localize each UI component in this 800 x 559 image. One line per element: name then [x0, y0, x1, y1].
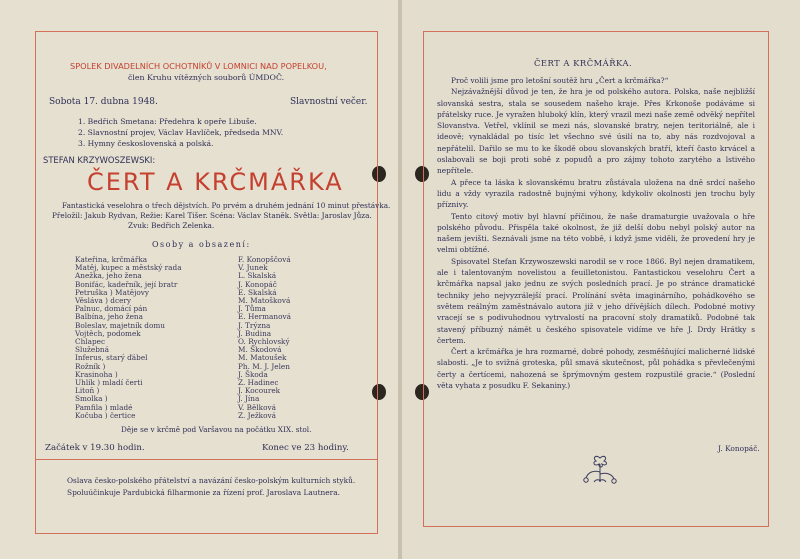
cast-actor: J. Tůma — [238, 304, 266, 314]
cast-actor: M. Škodová — [238, 345, 282, 355]
cast-actor: V. Bělková — [238, 402, 276, 412]
start-time: Začátek v 19.30 hodin. — [45, 443, 145, 453]
cast-role: Balbína, jeho žena — [75, 312, 143, 322]
footer-divider — [36, 459, 377, 460]
cast-role: Bonifác, kadeřník, její bratr — [75, 279, 178, 289]
member-line: člen Kruhu vítězných souborů ÚMDOČ. — [128, 73, 285, 82]
cast-actor: Ph. M. J. Jelen — [238, 361, 290, 371]
description-line: Zvuk: Bedřich Zelenka. — [128, 221, 215, 230]
article-paragraph: Nejzávažnější důvod je ten, že hra je od polského autora. Polska, naše nejbližší slovanská sestra, stala se sousedem našeho kraje. Přes Krkonoše podáváme si přátelsky ruce. Je vyražen hluboký klín, který vrazil mezi naše země odvěký nepřítel Slovanstva. Vetřel, vklínil se mezi nás, slovanské bratry, nejen teritoriálně, ale i ideově; vynakládal po tisíc let všechno své úsilí na to, aby nás rozdvojoval a nepřátelil. Dařilo se mu to ke škodě obou slovanských bratří, kteří často krvácel a oslabovali se boji proti sobě z popudů a pro zájmy tohoto zarytého a lstivého nepřítele. — [437, 87, 755, 176]
cast-actor: M. Matošková — [238, 296, 291, 305]
cast-role: Pamfila ) mladé — [75, 402, 133, 412]
cast-actor: J. Trýzna — [238, 320, 271, 330]
program-item: 2. Slavnostní projev, Václav Havlíček, předseda MNV. — [78, 128, 284, 137]
article-paragraph: Spisovatel Stefan Krzywoszewski narodil se v roce 1866. Byl nejen dramatikem, ale i talentovaným novelistou a feuilletonistou. Fantastickou veselohru Čert a krčmářka napsal jako jednu ze svých posledních prací. Je po stránce dramatické techniky jeho nejvyzrálejší prací. Prolínání světa imaginárního, pohádkového se světem reálným zaměstnávalo autora již v jeho dřívějších dílech. Podobné motivy vracejí se s podivuhodnou vytrvalostí na pracovní stoly dramatiků. Podobné tak stavený příbuzný námět u českého spisovatele vidíme ve hře J. Drdy Hrátky s čertem. — [437, 256, 755, 345]
cast-actor: E. Skalská — [238, 287, 277, 297]
article-paragraph: Tento citový motiv byl hlavní příčinou, že naše dramaturgie uvažovala o hře polského původu. Přispěla také okolnost, že již delší dobu nebyl polský autor na našem jevišti. Seznávali jsme na této vobbě, i když jsme viděli, že provedení hry je velmi obtížné. — [437, 211, 755, 255]
cast-actor: L. Skalská — [238, 271, 277, 281]
cast-actor: J. Škoda — [238, 369, 268, 379]
cast-role: Boleslav, majetník domu — [75, 320, 165, 330]
setting-line: Děje se v krčmě pod Varšavou na počátku XIX. stol. — [121, 425, 312, 434]
cast-role: Uhlík ) mladí čerti — [75, 378, 143, 387]
article-paragraph: Proč volili jsme pro letošní soutěž hru „Čert a krčmářka?“ — [451, 76, 669, 85]
end-time: Konec ve 23 hodiny. — [262, 443, 349, 453]
cast-actor: V. Junek — [238, 263, 268, 273]
cast-role: Matěj, kupec a městský rada — [75, 263, 182, 273]
article-paragraph: Čert a krčmářka je hra rozmarné, dobré pohody, zesměšňující malicherné lidské slabosti. „Je to svižná groteska, půl smavá skutečnost, půl pohádka s převlečenými čerty a čertícemi, nahozená se šprýmovným gestem rozpustilé gracie.“ (Poslední věta vyhata z posudku F. Sekaniny.) — [437, 347, 755, 391]
cast-role: Smolka ) — [75, 394, 108, 404]
cast-actor: F. Konopščová — [238, 255, 291, 264]
signature: J. Konopáč. — [718, 444, 760, 453]
cast-role: Chlapec — [75, 337, 106, 346]
date: Sobota 17. dubna 1948. — [49, 97, 158, 107]
cast-role: Rožník ) — [75, 361, 106, 371]
society-name: SPOLEK DIVADELNÍCH OCHOTNÍKŮ V LOMNICI NAD POPELKOU, — [70, 61, 327, 71]
cast-role: Věsláva ) dcery — [75, 296, 131, 305]
footer-line: Spoluúčinkuje Pardubická filharmonie za řízení prof. Jaroslava Lautnera. — [67, 488, 340, 497]
program-item: 3. Hymny československá a polská. — [78, 139, 214, 148]
cast-role: Služebná — [75, 345, 109, 355]
cast-heading: Osoby a obsazení: — [152, 240, 251, 249]
cast-role: Vojtěch, podomek — [75, 328, 141, 338]
cast-role: Anežka, jeho žena — [75, 271, 142, 281]
cast-role: Petruška ) Matějovy — [75, 287, 149, 297]
cast-role: Kočuba ) čertice — [75, 410, 136, 420]
cast-role: Krasinoha ) — [75, 369, 118, 379]
cast-role: Litoň ) — [75, 386, 100, 396]
article-body — [437, 75, 755, 391]
description-line: Fantastická veselohra o třech dějstvích. Po prvém a druhém jednání 10 minut přestávka. — [62, 201, 391, 210]
play-title: ČERT A KRČMÁŘKA — [87, 168, 344, 196]
cast-actor: J. Budina — [238, 328, 272, 338]
cast-actor: M. Matoušek — [238, 353, 287, 363]
cast-role: Inferus, starý ďábel — [75, 353, 148, 363]
cast-actor: Z. Ježková — [238, 410, 276, 420]
cast-role: Kateřina, krčmářka — [75, 255, 148, 264]
footer-line: Oslava česko-polského přátelství a navázání česko-polským kulturních styků. — [67, 476, 356, 485]
floral-ornament-icon — [580, 452, 620, 488]
cast-actor: J. Kocourek — [238, 386, 281, 396]
cast-actor: Z. Hadinec — [238, 378, 279, 387]
program-item: 1. Bedřich Smetana: Předehra k opeře Libuše. — [78, 117, 257, 126]
cast-role: Palnuc, domácí pán — [75, 304, 148, 314]
occasion: Slavnostní večer. — [290, 97, 368, 107]
description-line: Přeložil: Jakub Rydvan, Režie: Karel Tišer. Scéna: Václav Staněk. Světla: Jaroslav Jůza. — [52, 211, 372, 220]
article-paragraph: A přece ta láska k slovanskému bratru zůstávala uložena na dně srdcí našeho lidu a vždy vyrazila radostně bujnými výhony, kdykoliv okolnosti jen trochu byly příznivy. — [437, 177, 755, 210]
cast-actor: J. Konopáč — [238, 279, 277, 289]
author: STEFAN KRZYWOSZEWSKI: — [43, 155, 156, 165]
right-heading: ČERT A KRČMÁŘKA. — [534, 58, 633, 68]
cast-actor: J. Jína — [238, 394, 260, 404]
cast-actor: O. Rychlovský — [238, 337, 290, 346]
cast-actor: E. Hermanová — [238, 312, 291, 322]
